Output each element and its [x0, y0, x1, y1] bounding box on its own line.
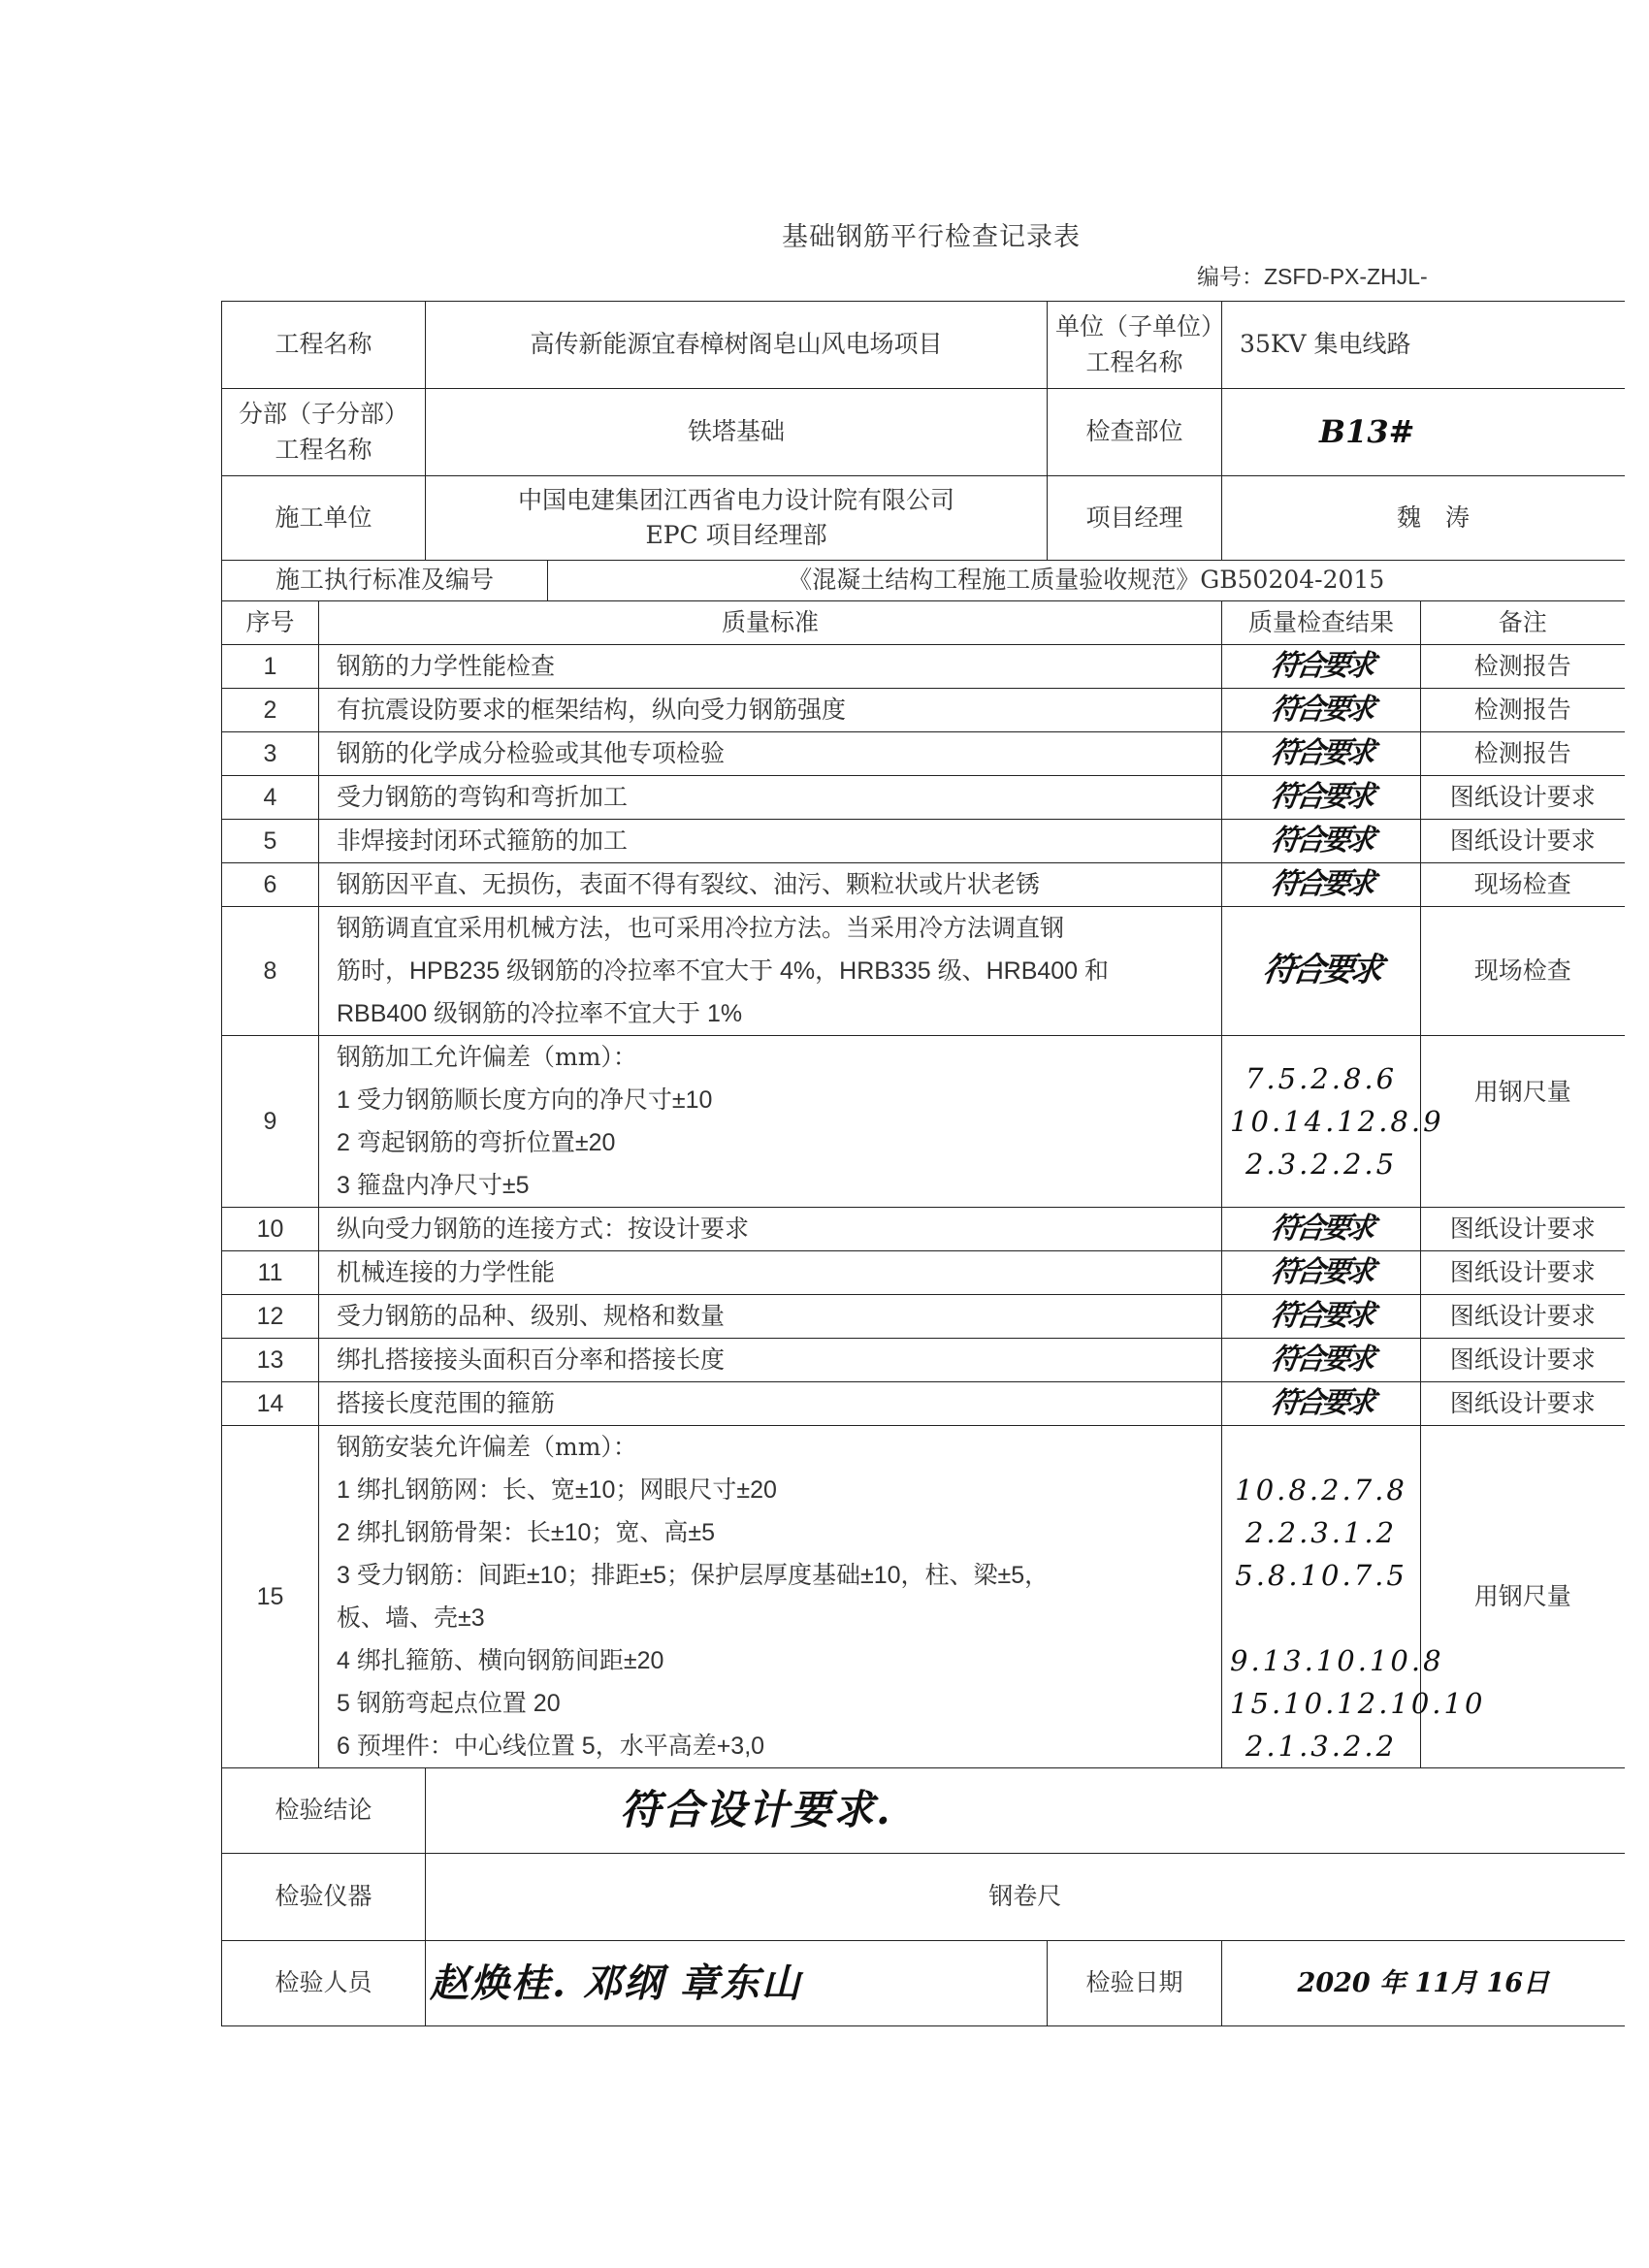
result-handwriting: 符合要求	[1260, 951, 1382, 990]
row-standard	[319, 907, 1222, 1036]
row-seq: 4	[222, 776, 319, 820]
doc-no-value: ZSFD-PX-ZHJL-	[1264, 264, 1428, 289]
row-seq: 9	[222, 1036, 319, 1208]
result-handwriting: 符合要求	[1268, 649, 1374, 684]
measurement-line: 2.3.2.2.5	[1245, 1148, 1398, 1181]
standard-line: 3 受力钢筋：间距±10；排距±5；保护层厚度基础±10，柱、梁±5，	[337, 1562, 1050, 1589]
row-seq: 2	[222, 689, 319, 732]
table-row	[222, 1382, 1625, 1426]
sub-label-line1: 分部（子分部）	[239, 400, 409, 429]
header-row-standard	[222, 561, 1625, 601]
column-header-row	[222, 601, 1625, 645]
row-result	[1222, 1036, 1444, 1208]
row-standard: 纵向受力钢筋的连接方式：按设计要求	[319, 1208, 1222, 1251]
row-standard: 非焊接封闭环式箍筋的加工	[319, 820, 1222, 863]
row-result	[1222, 1251, 1421, 1295]
table-row	[222, 645, 1625, 689]
check-part-value: B13#	[1319, 413, 1415, 451]
contractor-line1: 中国电建集团江西省电力设计院有限公司	[518, 485, 955, 514]
row-remark: 检测报告	[1421, 645, 1625, 689]
row-result	[1222, 732, 1421, 776]
standard-line: 2 绑扎钢筋骨架：长±10；宽、高±5	[337, 1519, 716, 1546]
row-standard: 绑扎搭接接头面积百分率和搭接长度	[319, 1339, 1222, 1382]
result-handwriting: 符合要求	[1268, 693, 1374, 728]
row-remark: 图纸设计要求	[1421, 820, 1625, 863]
measurement-line	[1230, 1426, 1412, 1469]
contractor	[426, 476, 1048, 561]
row-remark: 图纸设计要求	[1421, 1208, 1625, 1251]
row-seq: 6	[222, 863, 319, 907]
row-standard: 有抗震设防要求的框架结构，纵向受力钢筋强度	[319, 689, 1222, 732]
measurement-line: 2.1.3.2.2	[1245, 1730, 1398, 1763]
standard-label: 施工执行标准及编号	[222, 561, 548, 601]
result-handwriting: 符合要求	[1268, 780, 1374, 815]
table-row	[222, 1251, 1625, 1295]
row-result	[1222, 820, 1421, 863]
row-seq: 3	[222, 732, 319, 776]
table-row	[222, 776, 1625, 820]
contractor-label: 施工单位	[222, 476, 426, 561]
measurement-line: 10.8.2.7.8	[1235, 1474, 1407, 1507]
row-standard	[319, 1426, 1222, 1768]
standard-line: 1 受力钢筋顺长度方向的净尺寸±10	[337, 1086, 713, 1114]
standard-line: 5 钢筋弯起点位置 20	[337, 1690, 561, 1717]
unit-label	[1048, 302, 1226, 389]
result-handwriting: 符合要求	[1268, 1212, 1374, 1247]
row-standard: 钢筋的力学性能检查	[319, 645, 1222, 689]
row-seq: 1	[222, 645, 319, 689]
row-seq: 13	[222, 1339, 319, 1382]
standard-line: 板、墙、壳±3	[337, 1604, 485, 1632]
table-row	[222, 1295, 1625, 1339]
standard: 《混凝土结构工程施工质量验收规范》GB50204-2015	[548, 561, 1625, 601]
row-standard: 受力钢筋的品种、级别、规格和数量	[319, 1295, 1222, 1339]
header-row-contractor	[222, 476, 1625, 561]
row-remark: 图纸设计要求	[1421, 1251, 1625, 1295]
result-handwriting: 符合要求	[1268, 1343, 1374, 1377]
measurement-line: 7.5.2.8.6	[1245, 1062, 1398, 1095]
standard-line: 6 预埋件：中心线位置 5，水平高差+3,0	[337, 1733, 765, 1760]
result-handwriting: 符合要求	[1268, 1299, 1374, 1334]
standard-line: 4 绑扎箍筋、横向钢筋间距±20	[337, 1647, 664, 1674]
col-remark: 备注	[1421, 601, 1625, 645]
instrument-row	[222, 1854, 1625, 1941]
row-remark: 图纸设计要求	[1421, 776, 1625, 820]
inspector-signatures: 赵焕桂. 邓纲 章东山	[430, 1960, 802, 2006]
col-result: 质量检查结果	[1222, 601, 1421, 645]
inspectors	[426, 1941, 1048, 2026]
row-result	[1222, 1382, 1421, 1426]
table-row	[222, 689, 1625, 732]
document-number	[1197, 259, 1428, 291]
row-remark: 检测报告	[1421, 689, 1625, 732]
row-result	[1222, 1339, 1421, 1382]
unit-name: 35KV 集电线路	[1222, 302, 1625, 389]
row-result	[1222, 776, 1421, 820]
table-row	[222, 1208, 1625, 1251]
row-seq: 10	[222, 1208, 319, 1251]
date-handwriting: 2020 年 11月 16日	[1297, 1967, 1550, 1998]
contractor-line2: EPC 项目经理部	[645, 521, 827, 549]
conclusion-row	[222, 1768, 1625, 1854]
row-seq: 14	[222, 1382, 319, 1426]
col-seq: 序号	[222, 601, 319, 645]
measurement-line	[1230, 1597, 1412, 1639]
standard-line: 2 弯起钢筋的弯折位置±20	[337, 1129, 616, 1156]
conclusion-handwriting: 符合设计要求.	[620, 1786, 892, 1834]
table-row	[222, 732, 1625, 776]
form-title: 基础钢筋平行检查记录表	[782, 222, 1081, 252]
conclusion	[426, 1768, 1625, 1854]
row-result	[1222, 1426, 1486, 1768]
row-remark: 图纸设计要求	[1421, 1382, 1625, 1426]
result-handwriting: 符合要求	[1268, 824, 1374, 859]
row-standard: 搭接长度范围的箍筋	[319, 1382, 1222, 1426]
standard-line: 3 箍盘内净尺寸±5	[337, 1172, 530, 1199]
measurement-line: 9.13.10.10.8	[1230, 1644, 1444, 1677]
result-handwriting: 符合要求	[1268, 867, 1374, 902]
row-result	[1222, 863, 1421, 907]
row-remark: 检测报告	[1421, 732, 1625, 776]
row-remark: 现场检查	[1421, 863, 1625, 907]
row-standard: 钢筋的化学成分检验或其他专项检验	[319, 732, 1222, 776]
project-manager: 魏 涛	[1222, 476, 1625, 561]
standard-line: 钢筋加工允许偏差（mm）：	[337, 1043, 637, 1071]
unit-label-line1: 单位（子单位）	[1055, 312, 1226, 341]
row-standard: 钢筋因平直、无损伤，表面不得有裂纹、油污、颗粒状或片状老锈	[319, 863, 1222, 907]
header-row-sub	[222, 389, 1625, 476]
row-standard	[319, 1036, 1222, 1208]
unit-label-line2: 工程名称	[1085, 347, 1183, 376]
measurement-line: 15.10.12.10.10	[1230, 1687, 1486, 1720]
row-result	[1222, 645, 1421, 689]
row-result	[1222, 907, 1421, 1036]
sub-label	[222, 389, 426, 476]
inspection-table	[221, 301, 1625, 2026]
measurement-line: 10.14.12.8.9	[1230, 1105, 1444, 1138]
table-row	[222, 1339, 1625, 1382]
row-seq: 5	[222, 820, 319, 863]
check-part	[1222, 389, 1625, 476]
standard-line: 钢筋调直宜采用机械方法，也可采用冷拉方法。当采用冷方法调直钢	[337, 914, 1065, 942]
sub-name: 铁塔基础	[426, 389, 1048, 476]
conclusion-label: 检验结论	[222, 1768, 426, 1854]
table-row	[222, 1036, 1625, 1208]
row-seq: 12	[222, 1295, 319, 1339]
row-remark: 图纸设计要求	[1421, 1295, 1625, 1339]
table-row	[222, 1426, 1625, 1768]
measurement-line: 2.2.3.1.2	[1245, 1516, 1398, 1549]
table-row	[222, 907, 1625, 1036]
row-seq: 8	[222, 907, 319, 1036]
row-standard: 机械连接的力学性能	[319, 1251, 1222, 1295]
table-row	[222, 863, 1625, 907]
row-result	[1222, 1295, 1421, 1339]
standard-line: RBB400 级钢筋的冷拉率不宜大于 1%	[337, 1000, 743, 1027]
col-standard: 质量标准	[319, 601, 1222, 645]
table-row	[222, 820, 1625, 863]
row-seq: 15	[222, 1426, 319, 1768]
result-handwriting: 符合要求	[1268, 1255, 1374, 1290]
inspector-row	[222, 1941, 1625, 2026]
check-part-label: 检查部位	[1048, 389, 1222, 476]
row-remark: 用钢尺量	[1421, 1426, 1625, 1768]
header-row-project	[222, 302, 1625, 389]
date-label: 检验日期	[1048, 1941, 1222, 2026]
row-standard: 受力钢筋的弯钩和弯折加工	[319, 776, 1222, 820]
row-result	[1222, 1208, 1421, 1251]
pm-label: 项目经理	[1048, 476, 1222, 561]
project-name: 高传新能源宜春樟树阁皂山风电场项目	[426, 302, 1048, 389]
sub-label-line2: 工程名称	[275, 435, 372, 464]
standard-line: 筋时，HPB235 级钢筋的冷拉率不宜大于 4%，HRB335 级、HRB400 和	[337, 957, 1110, 985]
result-handwriting: 符合要求	[1268, 1386, 1374, 1421]
measurement-line: 5.8.10.7.5	[1235, 1559, 1407, 1592]
result-handwriting: 符合要求	[1268, 736, 1374, 771]
row-result	[1222, 689, 1421, 732]
standard-line: 1 绑扎钢筋网：长、宽±10；网眼尺寸±20	[337, 1476, 777, 1504]
inspection-date	[1222, 1941, 1625, 2026]
inspector-label: 检验人员	[222, 1941, 426, 2026]
project-name-label: 工程名称	[222, 302, 426, 389]
instrument-label: 检验仪器	[222, 1854, 426, 1941]
doc-no-label: 编号：	[1197, 265, 1264, 290]
row-remark: 现场检查	[1421, 907, 1625, 1036]
standard-line: 钢筋安装允许偏差（mm）：	[337, 1433, 637, 1461]
row-remark: 用钢尺量	[1421, 1036, 1625, 1208]
instrument: 钢卷尺	[426, 1854, 1625, 1941]
row-remark: 图纸设计要求	[1421, 1339, 1625, 1382]
row-seq: 11	[222, 1251, 319, 1295]
